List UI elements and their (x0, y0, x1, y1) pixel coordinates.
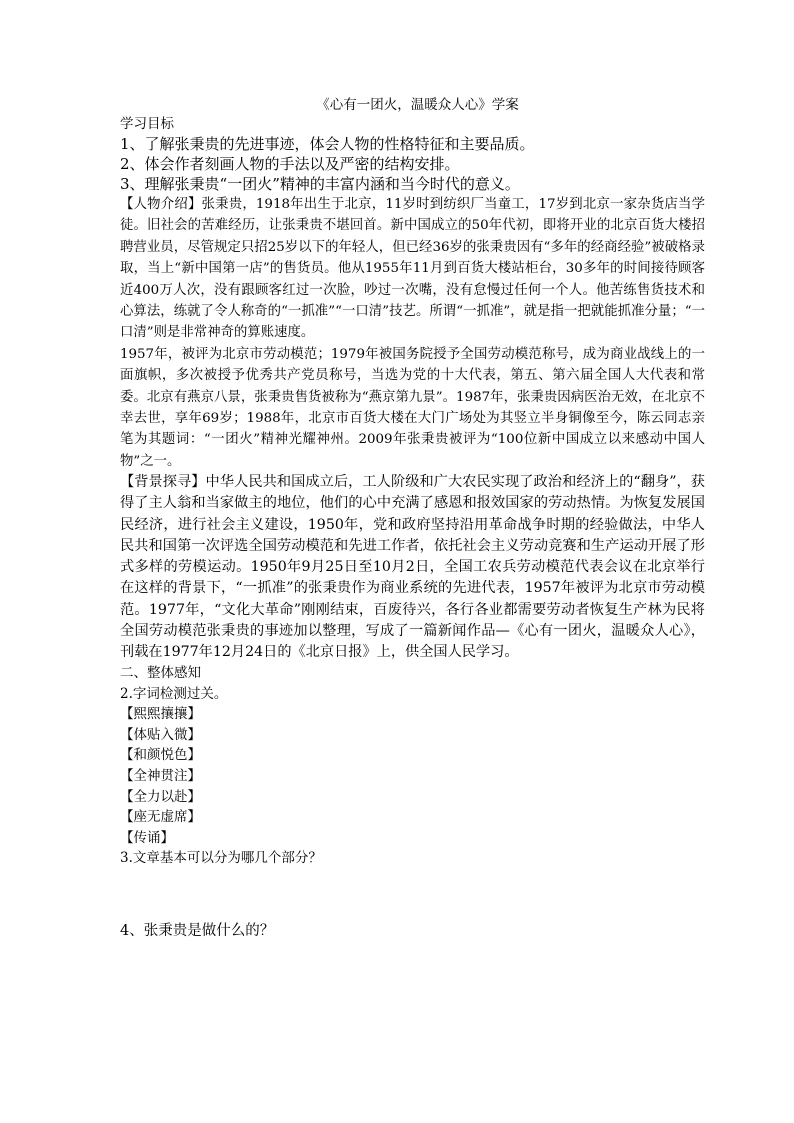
question-4: 4、张秉贵是做什么的？ (120, 923, 275, 940)
vocab-item: 【传诵】 (120, 829, 174, 846)
document-page (120, 96, 705, 941)
vocab-item: 【熙熙攘攘】 (120, 706, 201, 723)
background-paragraph: 【背景探寻】中华人民共和国成立后，工人阶级和广大农民实现了政治和经济上的“翻身”，获得了主人翁和当家做主的地位，他们的心中充满了感恩和报效国家的劳动热情。为恢复发展国民经济，进行社会主义建设，1950年，党和政府坚持沿用革命战争时期的经验做法，中华人民共和国第一次评选全国劳动模范和先进工作者，依托社会主义劳动竞赛和生产运动开展了形式多样的劳模运动。1950年9月25日至10月2日，全国工农兵劳动模范代表会议在北京举行在这样的背景下，“一抓准”的张秉贵作为商业系统的先进代表，1957年被评为北京市劳动模范。1977年，“文化大革命”刚刚结束，百废待兴，各行各业都需要劳动者恢复生产林为民将全国劳动模范张秉贵的事迹加以整理，写成了一篇新闻作品—《心有一团火，温暖众人心》，刊载在1977年12月24日的《北京日报》上，供全国人民学习。 (120, 474, 705, 660)
vocab-item: 【全神贯注】 (120, 768, 201, 785)
vocab-item: 【座无虚席】 (120, 809, 201, 826)
goals-heading: 学习目标 (120, 116, 174, 132)
question-3: 3.文章基本可以分为哪几个部分？ (120, 850, 322, 867)
honors-paragraph: 1957年，被评为北京市劳动模范；1979年被国务院授予全国劳动模范称号，成为商业战线上的一面旗帜，多次被授予优秀共产党员称号，当选为党的十大代表，第五、第六届全国人大代表和常委。北京有燕京八景，张秉贵售货被称为“燕京第九景”。1987年，张秉贵因病医治无效，在北京不幸去世，享年69岁；1988年，北京市百货大楼在大门广场处为其竖立半身铜像至今，陈云同志亲笔为其题词：“一团火”精神光耀神州。2009年张秉贵被评为“100位新中国成立以来感动中国人物”之一。 (120, 346, 705, 469)
vocab-item: 【和颜悦色】 (120, 747, 201, 764)
goal-item: 1、了解张秉贵的先进事迹，体会人物的性格特征和主要品质。 (120, 135, 535, 153)
document-title: 《心有一团火，温暖众人心》学案 (316, 97, 519, 113)
goal-item: 3、理解张秉贵“一团火”精神的丰富内涵和当今时代的意义。 (120, 175, 520, 193)
goal-item: 2、体会作者刻画人物的手法以及严密的结构安排。 (120, 155, 460, 173)
vocab-item: 【全力以赴】 (120, 788, 201, 805)
section-heading: 二、整体感知 (120, 665, 201, 682)
intro-paragraph: 【人物介绍】张秉贵，1918年出生于北京，11岁时到纺织厂当童工，17岁到北京一家杂货店当学徒。旧社会的苦难经历，让张秉贵不堪回首。新中国成立的50年代初，即将开业的北京百货大楼招聘营业员，尽管规定只招25岁以下的年轻人，但已经36岁的张秉贵因有“多年的经商经验”被破格录取，当上“新中国第一店”的售货员。他从1955年11月到百货大楼站柜台，30多年的时间接待顾客近400万人次，没有跟顾客红过一次脸，吵过一次嘴，没有怠慢过任何一个人。他苦练售货技术和心算法，练就了令人称奇的“一抓准”“一口清”技艺。所谓“一抓准”，就是指一把就能抓准分量；“一口清”则是非常神奇的算账速度。 (120, 197, 705, 341)
question-2: 2.字词检测过关。 (120, 685, 228, 702)
vocab-item: 【体贴入微】 (120, 726, 201, 743)
